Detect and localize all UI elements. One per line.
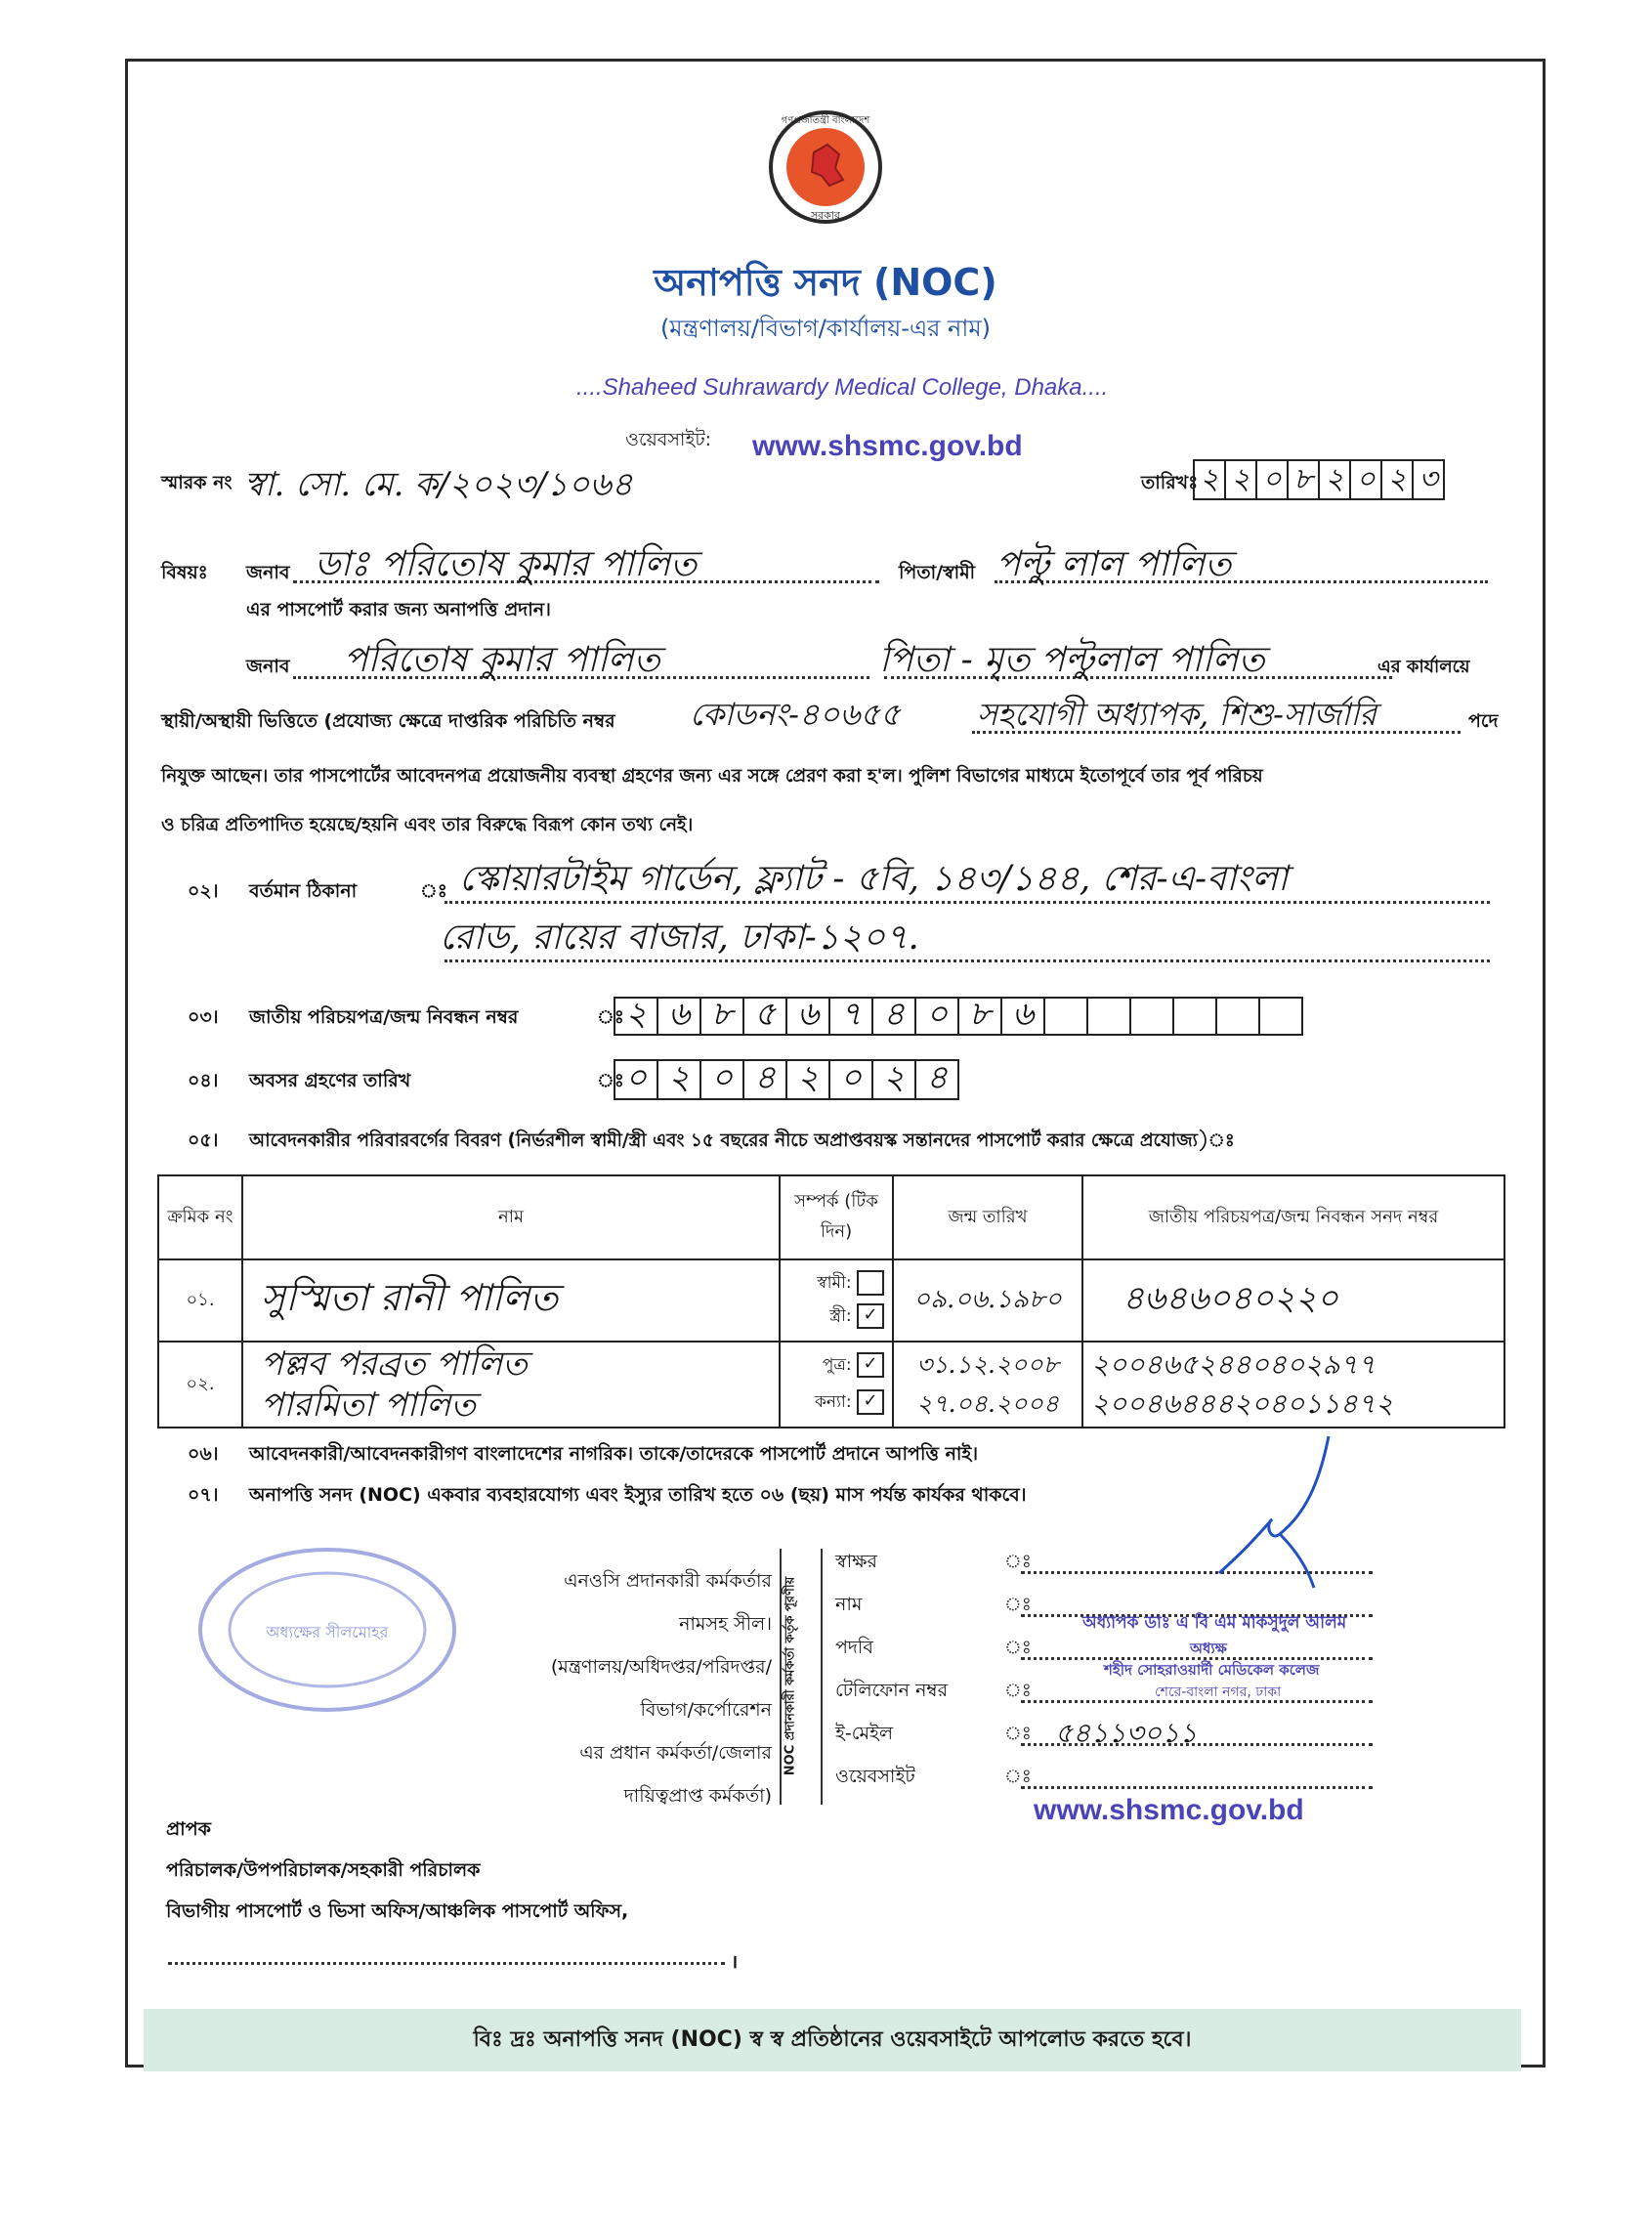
row-dob: ৩১.১২.২০০৮ ২৭.০৪.২০০৪: [893, 1342, 1082, 1428]
officer-field-label: স্বাক্ষর: [835, 1551, 877, 1572]
date-digit-box: ২: [1193, 459, 1226, 500]
retire-digit-box: ২: [871, 1059, 916, 1100]
retire-label: অবসর গ্রহণের তারিখ: [249, 1070, 411, 1091]
body-father: পিতা - মৃত পল্টুলাল পালিত: [879, 640, 1265, 680]
item-06-number: ০৬।: [188, 1443, 219, 1465]
designation: সহযোগী অধ্যাপক, শিশু-সার্জারি: [977, 696, 1377, 733]
nid-label: জাতীয় পরিচয়পত্র/জন্ম নিবন্ধন নম্বর: [249, 1006, 519, 1028]
nid-digit-box: ২: [614, 997, 658, 1036]
col-relation: সম্পর্ক (টিক দিন): [780, 1175, 893, 1259]
nid-digit-box: ৬: [1000, 997, 1045, 1036]
nid-digit-box: [1215, 997, 1260, 1036]
item-05-number: ০৫।: [188, 1130, 219, 1151]
website-label: ওয়েবসাইট:: [625, 429, 712, 450]
nid-digit-box: [1129, 997, 1174, 1036]
recipient-line1: পরিচালক/উপপরিচালক/সহকারী পরিচালক: [166, 1859, 481, 1881]
retire-digit-box: ০: [614, 1059, 658, 1100]
date-digit-box: ৮: [1287, 459, 1320, 500]
round-seal-text: অধ্যক্ষের সীলমোহর: [266, 1623, 389, 1641]
row-serial: ০১.: [158, 1259, 242, 1342]
row-relation: স্বামী: স্ত্রী: ✓: [780, 1259, 893, 1342]
officer-field-colon: ঃ: [1004, 1766, 1032, 1787]
seal-name: অধ্যাপক ডাঃ এ বি এম মাকসুদুল আলম: [1082, 1613, 1347, 1633]
reference-label: স্মারক নং: [161, 472, 233, 493]
retire-digit-box: ০: [699, 1059, 744, 1100]
retire-digit-box: ৪: [742, 1059, 787, 1100]
row-name: পল্লব পরব্রত পালিত পারমিতা পালিত: [242, 1342, 780, 1428]
subject-line2: এর পাসপোর্ট করার জন্য অনাপত্তি প্রদান।: [246, 599, 551, 620]
row-relation: পুত্র: ✓ কন্যা: ✓: [780, 1342, 893, 1428]
subject-label: বিষয়ঃ: [161, 562, 208, 583]
nid-digit-box: ৬: [657, 997, 701, 1036]
seal-title: অধ্যক্ষ: [1190, 1640, 1227, 1657]
officer-field-label: পদবি: [835, 1637, 873, 1658]
nid-digit-box: [1086, 997, 1131, 1036]
col-name: নাম: [242, 1175, 780, 1259]
col-nid: জাতীয় পরিচয়পত্র/জন্ম নিবন্ধন সনদ নম্বর: [1082, 1175, 1504, 1259]
nid-digit-box: ৮: [957, 997, 1002, 1036]
officer-field-label: ওয়েবসাইট: [835, 1766, 915, 1787]
nid-digit-box: ৪: [871, 997, 916, 1036]
reference-number: স্বা. সো. মে. ক/২০২৩/১০৬৪: [244, 465, 633, 504]
date-digit-box: ০: [1349, 459, 1382, 500]
emblem-bottom-text: সরকার: [810, 209, 841, 222]
date-digit-box: ৩: [1412, 459, 1445, 500]
officer-field-line: [1021, 1786, 1373, 1789]
document-subtitle: (মন্ত্রণালয়/বিভাগ/কার্যালয়-এর নাম): [659, 315, 992, 342]
officer-field-colon: ঃ: [1004, 1680, 1032, 1701]
item-03-number: ০৩।: [188, 1006, 219, 1028]
family-table: [157, 1174, 1505, 1428]
officer-field-colon: ঃ: [1004, 1551, 1032, 1572]
nid-digit-box: [1172, 997, 1217, 1036]
relation-checkbox[interactable]: ✓: [857, 1352, 884, 1378]
retire-digit-box: ২: [657, 1059, 701, 1100]
seal-office: শহীদ সোহরাওয়ার্দী মেডিকেল কলেজ: [1104, 1661, 1320, 1679]
retire-digit-box: ০: [828, 1059, 873, 1100]
row-name: সুস্মিতা রানী পালিত: [242, 1259, 780, 1342]
nid-digit-box: ৭: [828, 997, 873, 1036]
officer-field-label: টেলিফোন নম্বর: [835, 1680, 949, 1701]
body-mr-label: জনাব: [246, 656, 290, 677]
subject-name: ডাঃ পরিতোষ কুমার পালিত: [315, 544, 698, 584]
signature: [1211, 1427, 1358, 1622]
nid-digit-box: ০: [914, 997, 959, 1036]
website-stamp-bottom: www.shsmc.gov.bd: [1034, 1794, 1304, 1826]
officer-description: এনওসি প্রদানকারী কর্মকর্তার নামসহ সীল। (মন্ত্রণালয়/অধিদপ্তর/পরিদপ্তর/ বিভাগ/কর্পোরেশন এর প্রধান কর্মকর্তা/জেলার দায়িত্বপ্রাপ্ত কর্মকর্তা): [550, 1570, 772, 1807]
recipient-end: ।: [731, 1951, 739, 1973]
declaration-07: অনাপত্তি সনদ (NOC) একবার ব্যবহারযোগ্য এবং ইস্যুর তারিখ হতে ০৬ (ছয়) মাস পর্যন্ত কার্যকর থাকবে।: [249, 1484, 1027, 1506]
declaration-06: আবেদনকারী/আবেদনকারীগণ বাংলাদেশের নাগরিক। তাকে/তাদেরকে পাসপোর্ট প্রদানে আপত্তি নাই।: [249, 1443, 979, 1465]
officer-field-label: নাম: [835, 1594, 863, 1615]
designation-line: [972, 731, 1461, 734]
emblem-top-text: গণপ্রজাতন্ত্রী বাংলাদেশ: [781, 115, 870, 126]
officer-field-colon: ঃ: [1004, 1637, 1032, 1658]
recipient-label: প্রাপক: [166, 1818, 211, 1840]
seal-address: শেরে-বাংলা নগর, ঢাকা: [1155, 1684, 1282, 1700]
retire-digit-box: ৪: [914, 1059, 959, 1100]
row-dob: ০৯.০৬.১৯৮০: [893, 1259, 1082, 1342]
body-name: পরিতোষ কুমার পালিত: [344, 640, 660, 680]
round-seal: [195, 1542, 459, 1718]
subject-mr-label: জনাব: [246, 562, 290, 583]
government-emblem: [767, 104, 884, 231]
item-02-number: ০২।: [188, 880, 219, 902]
retire-colon: ঃ: [597, 1070, 624, 1091]
date-label: তারিখঃ: [1141, 472, 1199, 493]
date-digit-box: ২: [1224, 459, 1257, 500]
address-colon: ঃ: [420, 880, 447, 902]
nid-digit-box: [1043, 997, 1088, 1036]
office-name-stamp: ....Shaheed Suhrawardy Medical College, Dhaka....: [576, 374, 1109, 401]
address-label: বর্তমান ঠিকানা: [249, 880, 358, 902]
father-label: পিতা/স্বামী: [899, 562, 976, 583]
nid-digit-box: [1258, 997, 1303, 1036]
footer-notice: বিঃ দ্রঃ অনাপত্তি সনদ (NOC) স্ব স্ব প্রতিষ্ঠানের ওয়েবসাইটে আপলোড করতে হবে।: [144, 2009, 1521, 2071]
relation-checkbox[interactable]: [857, 1270, 884, 1296]
date-digit-box: ২: [1380, 459, 1414, 500]
office-suffix: এর কার্যালয়ে: [1377, 657, 1470, 677]
nid-colon: ঃ: [597, 1006, 624, 1028]
officer-field-label: ই-মেইল: [835, 1723, 894, 1744]
date-digit-box: ০: [1255, 459, 1289, 500]
officer-field-value: ৫৪১১৩০১১: [1055, 1717, 1198, 1749]
recipient-blank-line: [168, 1962, 725, 1965]
family-label: আবেদনকারীর পরিবারবর্গের বিবরণ (নির্ভরশীল স্বামী/স্ত্রী এবং ১৫ বছরের নীচে অপ্রাপ্তবয়স্ক সন্তানদের পাসপোর্ট করার ক্ষেত্রে প্রযোজ্য)ঃ: [249, 1130, 1235, 1151]
relation-checkbox[interactable]: ✓: [857, 1389, 884, 1415]
body-paragraph-2: ও চরিত্র প্রতিপাদিত হয়েছে/হয়নি এবং তার বিরুদ্ধে বিরূপ কোন তথ্য নেই।: [161, 815, 694, 835]
nid-digit-box: ৮: [699, 997, 744, 1036]
row-nid: ২০০৪৬৫২৪৪০৪০২৯৭৭ ২০০৪৬৪৪৪২০৪০১১৪৭২: [1082, 1342, 1504, 1428]
vertical-label: NOC প্রদানকারী কর্মকর্তা কর্তৃক পূরণীয়: [783, 1576, 798, 1776]
body-paragraph-1: নিযুক্ত আছেন। তার পাসপোর্টের আবেদনপত্র প্রয়োজনীয় ব্যবস্থা গ্রহণের জন্য এর সঙ্গে প্রেরণ করা হ'ল। পুলিশ বিভাগের মাধ্যমে ইতোপূর্বে তার পূর্ব পরিচয়: [161, 766, 1263, 787]
address-value-1: স্কোয়ারটাইম গার্ডেন, ফ্ল্যাট - ৫বি, ১৪৩/১৪৪, শের-এ-বাংলা: [459, 859, 1289, 899]
father-name: পল্টু লাল পালিত: [996, 544, 1232, 584]
item-04-number: ০৪।: [188, 1070, 219, 1091]
table-row: [158, 1259, 1504, 1342]
row-serial: ০২.: [158, 1342, 242, 1428]
item-07-number: ০৭।: [188, 1484, 219, 1506]
col-dob: জন্ম তারিখ: [893, 1175, 1082, 1259]
officer-field-colon: ঃ: [1004, 1723, 1032, 1744]
post-suffix: পদে: [1468, 710, 1499, 732]
recipient-line2: বিভাগীয় পাসপোর্ট ও ভিসা অফিস/আঞ্চলিক পাসপোর্ট অফিস,: [166, 1900, 629, 1922]
official-id: কোডনং-৪০৬৫৫: [690, 696, 901, 733]
date-digit-box: ২: [1318, 459, 1351, 500]
address-value-2: রোড, রায়ের বাজার, ঢাকা-১২০৭.: [440, 917, 919, 958]
row-nid: ৪৬৪৬০৪০২২০: [1082, 1259, 1504, 1342]
table-row: [158, 1342, 1504, 1428]
col-serial: ক্রমিক নং: [158, 1175, 242, 1259]
nid-digit-box: ৬: [785, 997, 830, 1036]
nid-digit-box: ৫: [742, 997, 787, 1036]
retire-digit-box: ২: [785, 1059, 830, 1100]
perm-label: স্থায়ী/অস্থায়ী ভিত্তিতে (প্রযোজ্য ক্ষেত্রে দাপ্তরিক পরিচিতি নম্বর: [161, 710, 615, 732]
officer-field-colon: ঃ: [1004, 1594, 1032, 1615]
relation-checkbox[interactable]: ✓: [857, 1303, 884, 1329]
website-stamp: www.shsmc.gov.bd: [752, 430, 1023, 462]
document-title: অনাপত্তি সনদ (NOC): [654, 261, 997, 304]
